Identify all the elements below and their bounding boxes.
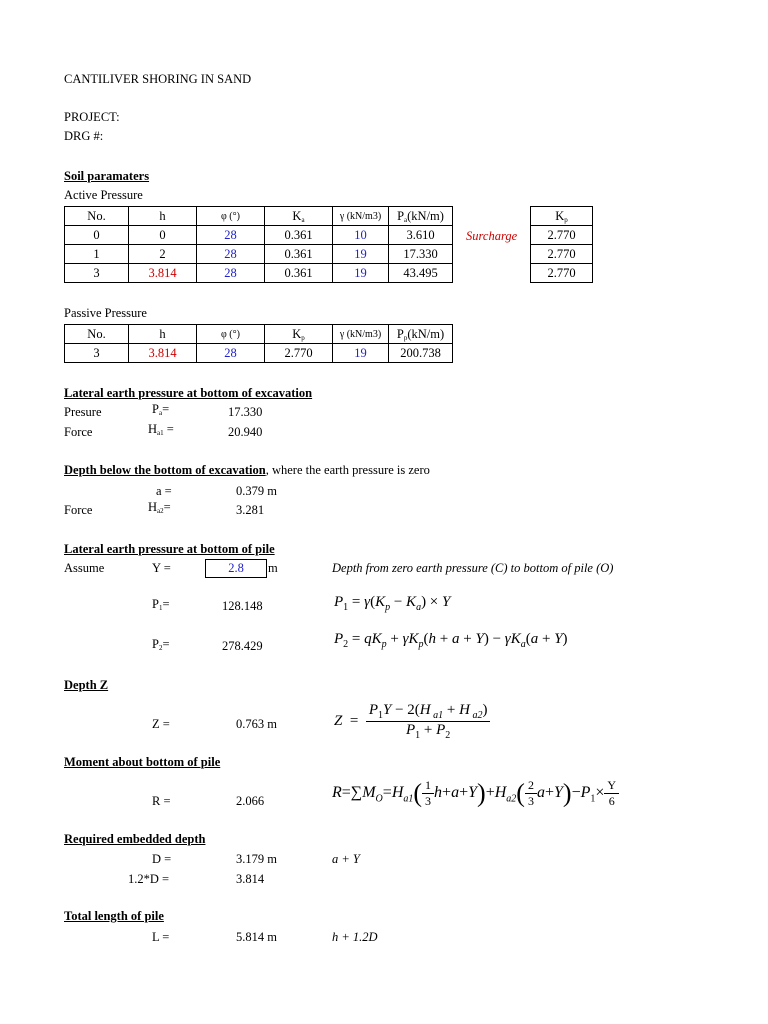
header-gamma: γ (kN/m3) [333,207,389,226]
cell-p: 17.330 [389,245,453,264]
y-unit: m [268,561,278,575]
header-gamma: γ (kN/m3) [333,325,389,344]
lateral-pile-heading: Lateral earth pressure at bottom of pile [64,542,275,556]
cell-phi: 28 [197,264,265,283]
pa-symbol: $P_a=$ [152,402,170,417]
embedded-heading: Required embedded depth [64,832,206,846]
cell-no: 3 [65,264,129,283]
cell-gamma: 19 [333,264,389,283]
kp-cell: 2.770 [531,264,593,283]
cell-h: 3.814 [129,344,197,363]
table-header-row [65,325,453,344]
table-header-row [65,207,453,226]
p1-value: 128.148 [222,599,263,613]
cell-no: 3 [65,344,129,363]
cell-gamma: 10 [333,226,389,245]
table-row [65,226,453,245]
l-value: 5.814 m [236,930,277,944]
ha2-value: 3.281 [236,503,265,517]
lateral-excavation-heading: Lateral earth pressure at bottom of excavation [64,386,313,400]
l-label: L = [152,930,170,944]
header-k: $K_a$ [265,207,333,226]
d12-label: 1.2*D = [128,872,170,886]
cell-no: 1 [65,245,129,264]
cell-k: 2.770 [265,344,333,363]
z-formula: Z = $\frac{P_1Y - 2(H _{a1} + H _{a2})}{P_1 + P_2}$ [334,702,490,741]
cell-p: 200.738 [389,344,453,363]
header-k: $K_p$ [265,325,333,344]
cell-h: 3.814 [129,264,197,283]
drg-label: DRG #: [64,129,104,143]
active-pressure-table [64,206,453,283]
header-p: $P_p(kN/m)$ [389,325,453,344]
p2-symbol: $P_2=$ [152,637,170,652]
table-row [65,245,453,264]
y-label: Y = [152,561,171,575]
pa-value: 17.330 [228,405,263,419]
d-note: a + Y [332,852,360,866]
l-note: h + 1.2D [332,930,378,944]
a-value: 0.379 m [236,484,277,498]
header-h: h [129,325,197,344]
cell-gamma: 19 [333,245,389,264]
p2-formula: $P_2 = qK_p + \gamma K_p(h + a + Y) - \gamma K_a(a + Y)$ [334,631,568,650]
z-value: 0.763 m [236,717,277,731]
r-value: 2.066 [236,794,265,808]
table-row [65,344,453,363]
force-label: Force [64,425,93,439]
header-phi: φ (°) [197,207,265,226]
cell-h: 2 [129,245,197,264]
cell-no: 0 [65,226,129,245]
d-label: D = [152,852,172,866]
r-label: R = [152,794,171,808]
y-note: Depth from zero earth pressure (C) to bottom of pile (O) [332,561,614,575]
cell-k: 0.361 [265,264,333,283]
cell-p: 43.495 [389,264,453,283]
soil-parameters-heading: Soil paramaters [64,169,150,183]
header-no: No. [65,325,129,344]
cell-k: 0.361 [265,226,333,245]
document-title: CANTILIVER SHORING IN SAND [64,72,252,86]
cell-gamma: 19 [333,344,389,363]
p1-formula: $P_1 = \gamma(K_p - K_a) \times Y$ [334,594,451,613]
d-value: 3.179 m [236,852,277,866]
surcharge-label: Surcharge [466,229,518,243]
header-p: $P_a(kN/m)$ [389,207,453,226]
z-label: Z = [152,717,170,731]
d12-value: 3.814 [236,872,265,886]
project-label: PROJECT: [64,110,120,124]
kp-cell: 2.770 [531,226,593,245]
pressure-label: Presure [64,405,102,419]
moment-heading: Moment about bottom of pile [64,755,221,769]
ha1-value: 20.940 [228,425,263,439]
header-no: No. [65,207,129,226]
force-label-2: Force [64,503,93,517]
depth-z-heading: Depth Z [64,678,109,692]
total-length-heading: Total length of pile [64,909,164,923]
a-label: a = [156,484,172,498]
cell-p: 3.610 [389,226,453,245]
cell-phi: 28 [197,344,265,363]
assume-label: Assume [64,561,105,575]
table-row [65,264,453,283]
passive-pressure-table [64,324,453,363]
ha2-symbol: $H_{a2}=$ [148,500,171,515]
r-formula: $R=\sum M_O=H_{a1}$( $\frac{1}{3}$ $h+a+Y)+H_{a2}$( $\frac{2}{3}$ $a+Y)-P_1\times$ $\frac{Y}{6}$ [332,778,662,809]
p2-value: 278.429 [222,639,263,653]
depth-zero-heading: Depth below the bottom of excavation, where the earth pressure is zero [64,463,430,477]
cell-phi: 28 [197,245,265,264]
header-h: h [129,207,197,226]
y-input[interactable]: 2.8 [205,559,267,578]
cell-phi: 28 [197,226,265,245]
ha1-symbol: $H_{a1}$ = [148,422,174,437]
kp-cell: 2.770 [531,245,593,264]
kp-table [530,206,593,283]
cell-h: 0 [129,226,197,245]
passive-pressure-heading: Passive Pressure [64,306,147,320]
p1-symbol: $P_1=$ [152,597,170,612]
kp-header: $K_p$ [531,207,593,226]
header-phi: φ (°) [197,325,265,344]
cell-k: 0.361 [265,245,333,264]
active-pressure-heading: Active Pressure [64,188,143,202]
